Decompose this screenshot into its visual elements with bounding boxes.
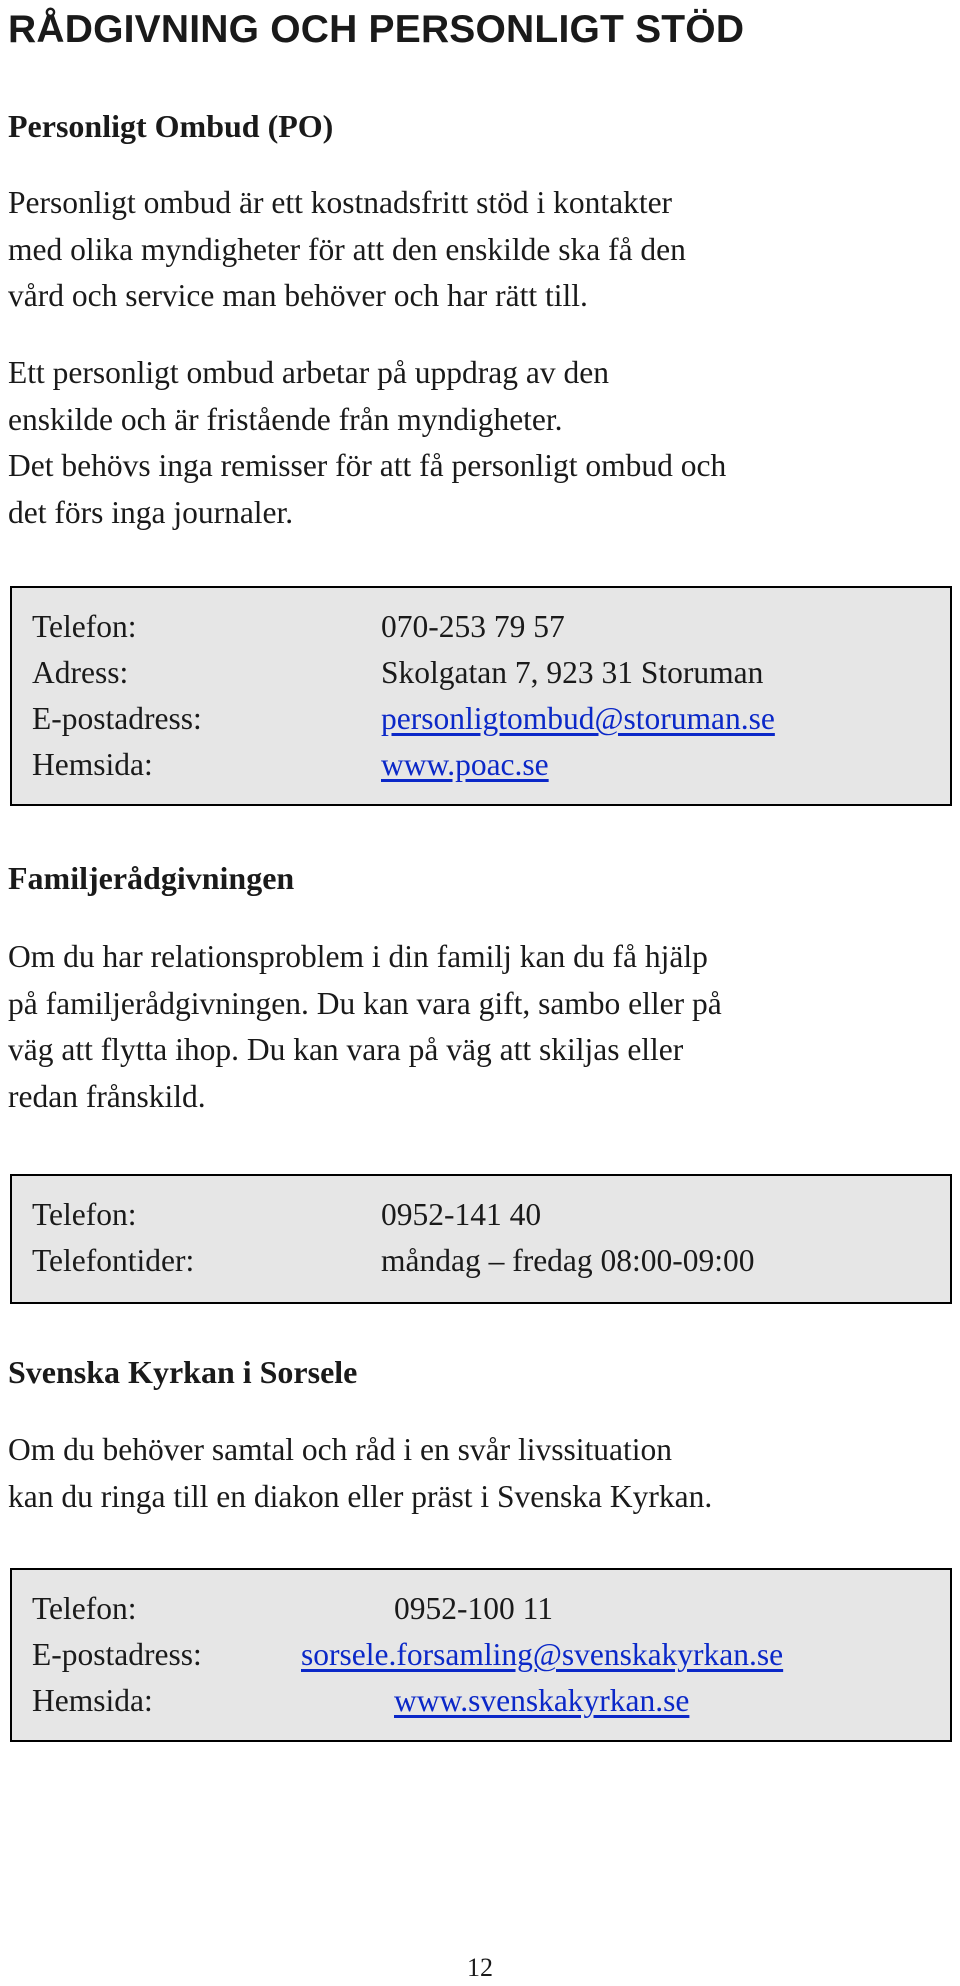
family-hours-row [12, 1238, 950, 1284]
po-address-value: Skolgatan 7, 923 31 Storuman [381, 655, 764, 690]
church-phone-row [12, 1586, 950, 1632]
hours-label: Telefontider: [32, 1243, 195, 1278]
page-title: RÅDGIVNING OCH PERSONLIGT STÖD [8, 8, 745, 51]
church-web-row [12, 1678, 950, 1724]
church-contact-box [10, 1568, 952, 1742]
po-email-link[interactable]: personligtombud@storuman.se [381, 701, 775, 736]
po-contact-box [10, 586, 952, 806]
po-website-link[interactable]: www.poac.se [381, 747, 549, 782]
family-phone-value: 0952-141 40 [381, 1197, 542, 1232]
text-line: Om du har relationsproblem i din familj kan du få hjälp [8, 939, 708, 974]
family-heading: Familjerådgivningen [8, 860, 295, 896]
church-email-row [12, 1632, 950, 1678]
text-line: redan frånskild. [8, 1078, 206, 1114]
text-line: Personligt ombud är ett kostnadsfritt stöd i kontakter [8, 185, 673, 220]
text-line: kan du ringa till en diakon eller präst i Svenska Kyrkan. [8, 1478, 713, 1514]
phone-label: Telefon: [32, 1591, 137, 1626]
po-web-row [12, 742, 950, 788]
web-label: Hemsida: [32, 747, 153, 782]
family-hours-value: måndag – fredag 08:00-09:00 [381, 1243, 755, 1278]
text-line: på familjerådgivningen. Du kan vara gift, sambo eller på [8, 985, 722, 1021]
po-address-row [12, 650, 950, 696]
text-line: med olika myndigheter för att den enskilde ska få den [8, 231, 686, 267]
church-phone-value: 0952-100 11 [394, 1591, 553, 1626]
page-number: 12 [467, 1953, 493, 1982]
po-phone-value: 070-253 79 57 [381, 609, 565, 644]
phone-label: Telefon: [32, 609, 137, 644]
church-paragraph [8, 1427, 953, 1520]
po-intro-paragraph [8, 180, 953, 320]
church-heading: Svenska Kyrkan i Sorsele [8, 1354, 358, 1390]
family-phone-row [12, 1192, 950, 1238]
text-line: Ett personligt ombud arbetar på uppdrag av den [8, 355, 609, 390]
text-line: Om du behöver samtal och råd i en svår livssituation [8, 1432, 672, 1467]
po-phone-row [12, 604, 950, 650]
email-label: E-postadress: [32, 701, 202, 736]
web-label: Hemsida: [32, 1683, 153, 1718]
family-paragraph [8, 934, 953, 1120]
text-line: vård och service man behöver och har rätt till. [8, 278, 588, 313]
po-heading: Personligt Ombud (PO) [8, 108, 334, 144]
address-label: Adress: [32, 655, 129, 690]
text-line: Det behövs inga remisser för att få personligt ombud och [8, 448, 727, 483]
po-details-paragraph [8, 350, 953, 536]
church-email-link[interactable]: sorsele.forsamling@svenskakyrkan.se [301, 1637, 784, 1672]
text-line: det förs inga journaler. [8, 494, 294, 530]
text-line: väg att flytta ihop. Du kan vara på väg att skiljas eller [8, 1032, 684, 1067]
family-contact-box [10, 1174, 952, 1304]
email-label: E-postadress: [32, 1637, 202, 1672]
church-website-link[interactable]: www.svenskakyrkan.se [394, 1683, 690, 1718]
text-line: enskilde och är fristående från myndigheter. [8, 401, 563, 437]
po-email-row [12, 696, 950, 742]
phone-label: Telefon: [32, 1197, 137, 1232]
